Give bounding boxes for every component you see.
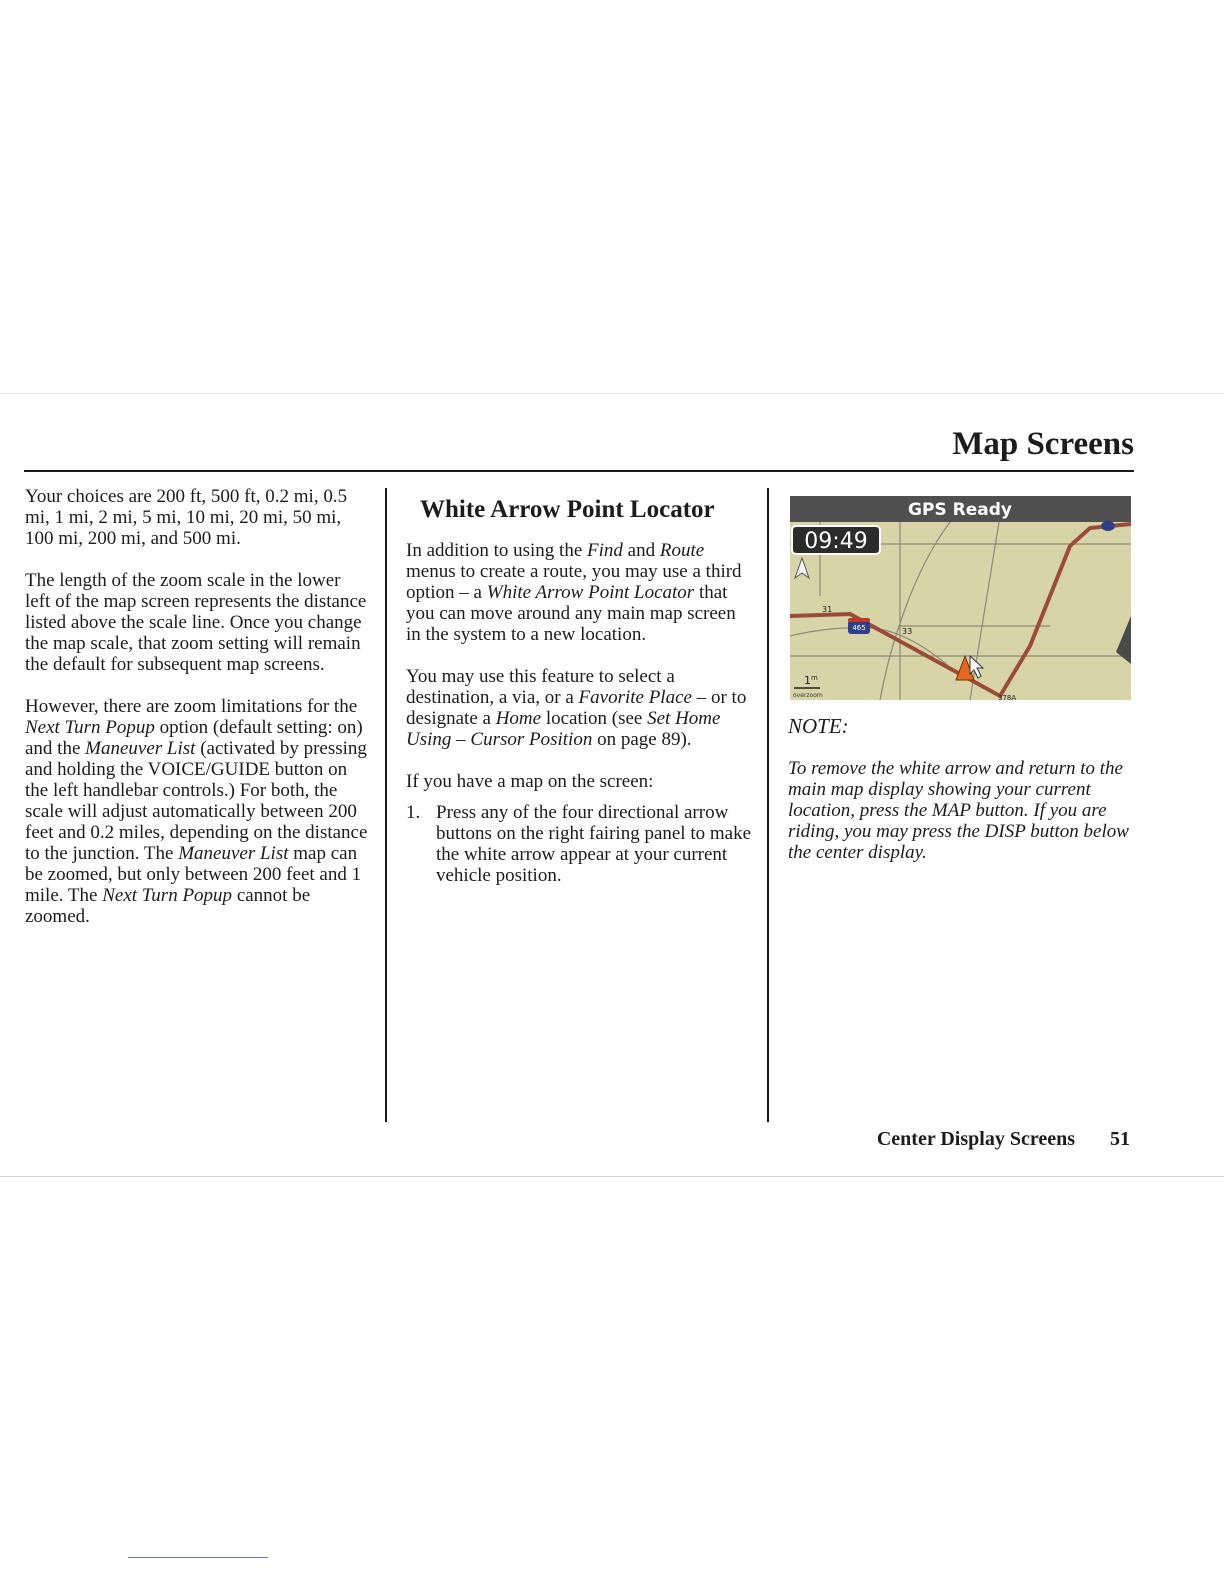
left-paragraph [25,486,370,549]
column-divider-left [385,488,387,1122]
italic-term: Find [587,540,623,561]
left-column [25,486,370,948]
section-heading: White Arrow Point Locator [420,496,715,523]
text-run: If you have a map on the screen: [406,771,654,792]
zoom-label: overzoom [793,692,823,699]
footer-section: Center Display Screens [876,1128,1075,1150]
left-paragraph [25,696,370,927]
text-run: menus to create a route, you may use a third option – a [406,561,742,603]
text-run: cannot be zoomed. [25,885,311,927]
text-run: that you can move around any main map screen in the system to a new location. [406,582,736,645]
scale-value: 1 [804,674,811,687]
middle-paragraph [406,540,751,645]
road-label: 378A [998,694,1017,700]
text-run: option (default setting: on) and the [25,717,363,759]
italic-term: Maneuver List [178,843,289,864]
text-run: The length of the zoom scale in the lower left of the map screen represents the distance listed above the scale line. Once you change the map scale, that zoom setting will remain the default for subsequent map screens. [25,570,367,675]
italic-term: White Arrow Point Locator [486,582,695,603]
text-run: However, there are zoom limitations for the [25,696,358,717]
text-run: In addition to using the [406,540,588,561]
middle-paragraph [406,666,751,750]
text-run: You may use this feature to select a destination, a via, or a [406,666,675,708]
middle-paragraph [406,771,751,792]
left-paragraph [25,570,370,675]
text-run: location (see [541,708,648,729]
list-item [406,802,751,886]
gps-status: GPS Ready [908,500,1012,520]
italic-term: Home [495,708,542,729]
footer-line [128,1557,268,1558]
page-footer [877,1128,1130,1151]
italic-term: Favorite Place [578,687,692,708]
text-run: on page 89). [592,729,692,750]
text-run: map can be zoomed, but only between 200 feet and 1 mile. The [25,843,362,906]
italic-term: Next Turn Popup [102,885,233,906]
step-number: 1. [406,802,421,823]
italic-term: Route [659,540,705,561]
note-heading: NOTE: [788,714,849,738]
title-rule [24,470,1134,472]
top-divider [0,393,1224,394]
italic-term: Set Home Using – Cursor Position [406,708,721,750]
note-block [788,716,1133,884]
italic-term: Next Turn Popup [25,717,155,738]
text-run: (activated by pressing and holding the VOICE/GUIDE button on the left handlebar controls.) For both, the scale will adjust automatically between 200 feet and 0.2 miles, depending on the distance to the junction. The [25,738,368,864]
bottom-divider [0,1176,1224,1177]
middle-column [406,496,751,886]
text-run: – or to designate a [406,687,747,729]
scale-unit: m [811,674,818,682]
step-text: Press any of the four directional arrow buttons on the right fairing panel to make the white arrow appear at your current vehicle position. [436,802,752,886]
text-run: and [622,540,660,561]
page-title: Map Screens [952,426,1134,462]
page-number: 51 [1110,1128,1130,1150]
column-divider-right [767,488,769,1122]
map-screenshot [790,496,1131,700]
note-text: To remove the white arrow and return to the main map display showing your current location, press the MAP button. If you are riding, you may press the DISP button below the center display. [788,758,1129,863]
clock: 09:49 [804,529,868,554]
text-run: Your choices are 200 ft, 500 ft, 0.2 mi, 0.5 mi, 1 mi, 2 mi, 5 mi, 10 mi, 20 mi, 50 mi, 100 mi, 200 mi, and 500 mi. [25,486,348,549]
steps-list [406,802,751,886]
route-shield-icon [1101,521,1115,531]
italic-term: Maneuver List [85,738,196,759]
road-label: 465 [852,624,866,632]
road-label: 33 [902,627,913,636]
road-label: 31 [822,605,833,614]
